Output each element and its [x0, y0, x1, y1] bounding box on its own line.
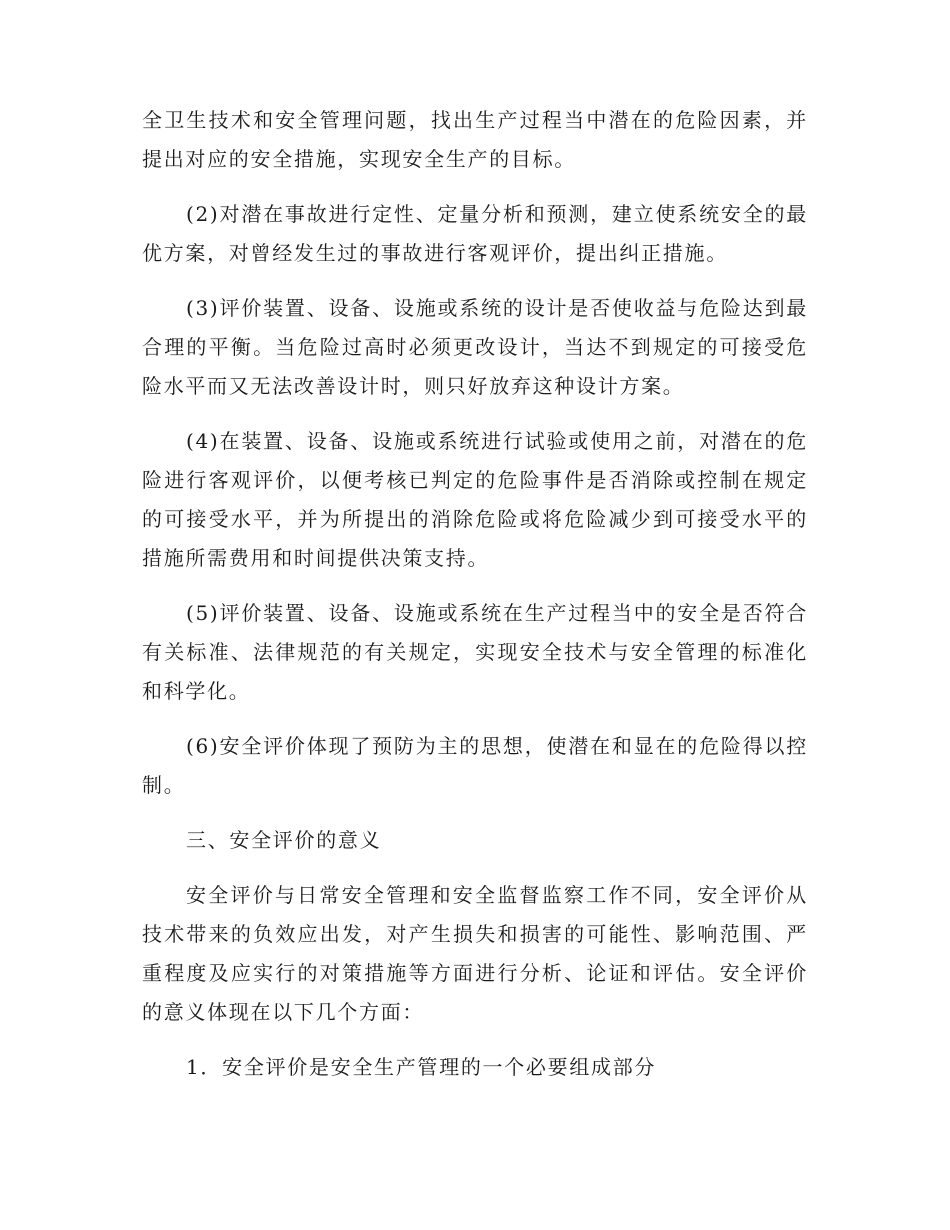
section-heading: 三、安全评价的意义: [186, 828, 382, 852]
paragraph-item-5: (5)评价装置、设备、设施或系统在生产过程当中的安全是否符合有关标准、法律规范的有关规定，实现安全技术与安全管理的标准化和科学化。: [142, 601, 808, 703]
paragraph-item-2: (2)对潜在事故进行定性、定量分析和预测，建立使系统安全的最优方案，对曾经发生过的事故进行客观评价，提出纠正措施。: [142, 202, 808, 265]
subheading: 1．安全评价是安全生产管理的一个必要组成部分: [186, 1055, 657, 1079]
paragraph-item-3: (3)评价装置、设备、设施或系统的设计是否使收益与危险达到最合理的平衡。当危险过高时必须更改设计，当达不到规定的可接受危险水平而又无法改善设计时，则只好放弃这种设计方案。: [142, 296, 808, 398]
paragraph-item-4: (4)在装置、设备、设施或系统进行试验或使用之前，对潜在的危险进行客观评价，以便考核已判定的危险事件是否消除或控制在规定的可接受水平，并为所提出的消除危险或将危险减少到可接受水平的措施所需费用和时间提供决策支持。: [142, 429, 808, 570]
section-paragraph: 安全评价与日常安全管理和安全监督监察工作不同，安全评价从技术带来的负效应出发，对产生损失和损害的可能性、影响范围、严重程度及应实行的对策措施等方面进行分析、论证和评估。安全评价的意义体现在以下几个方面：: [142, 883, 808, 1024]
paragraph-continuation: 全卫生技术和安全管理问题，找出生产过程当中潜在的危险因素，并提出对应的安全措施，实现安全生产的目标。: [142, 108, 808, 171]
document-body: [142, 101, 808, 1103]
paragraph-item-6: (6)安全评价体现了预防为主的思想，使潜在和显在的危险得以控制。: [142, 734, 808, 797]
